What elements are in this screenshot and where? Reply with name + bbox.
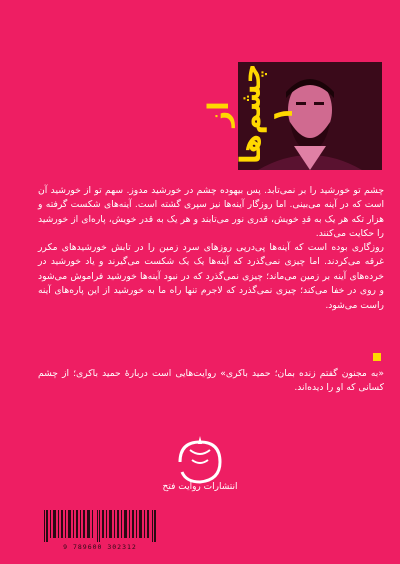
barcode: [40, 510, 160, 552]
publisher-name: انتشارات روایت فتح: [162, 482, 238, 492]
barcode-bars: [40, 510, 160, 542]
paragraph-2: روزگاری بوده است که آینه‌ها پی‌در‌پی روزهای سرد زمین را در تابش خورشیدهای مکرر غرقه می‌کردند. اما چیزی نمی‌گذرد که آینه‌ها یک یک شکست می‌گیرند و یاد خورشید در خرده‌های آینه بر زمین می‌ماند؛ چیزی نمی‌گذرد که در نبود آینه‌ها خورشید فراموش می‌شود و روی در خفا می‌کند؛ چیزی نمی‌گذرد که لاجرم تنها راه ما به خورشید از این پاره‌های آینه راست می‌شود.: [38, 242, 384, 311]
paragraph-1: چشم تو خورشید را بر نمی‌تابد. پس بیهوده چشم در خورشید مدوز. سهم تو از خورشید آن است که در آینه می‌بینی. اما روزگار آینه‌ها نیز سپری گشته است. آینه‌های شکست گرفته و هزار تکه هر یک به قدِ خویش، قدری نور می‌تابند و هر یک به قدر خویش، پاره‌ای از خورشید را حکایت می‌کنند.: [38, 185, 384, 240]
series-title: از چشم‌ها ۱: [202, 63, 299, 165]
barcode-number: 9 789600 302312: [63, 543, 137, 551]
section-marker: [373, 353, 381, 361]
book-quote: «به مجنون گفتم زنده بمان؛ حمید باکری» روایت‌هایی است دربارهٔ حمید باکری؛ از چشم کسانی که او را دیده‌اند.: [38, 368, 384, 394]
